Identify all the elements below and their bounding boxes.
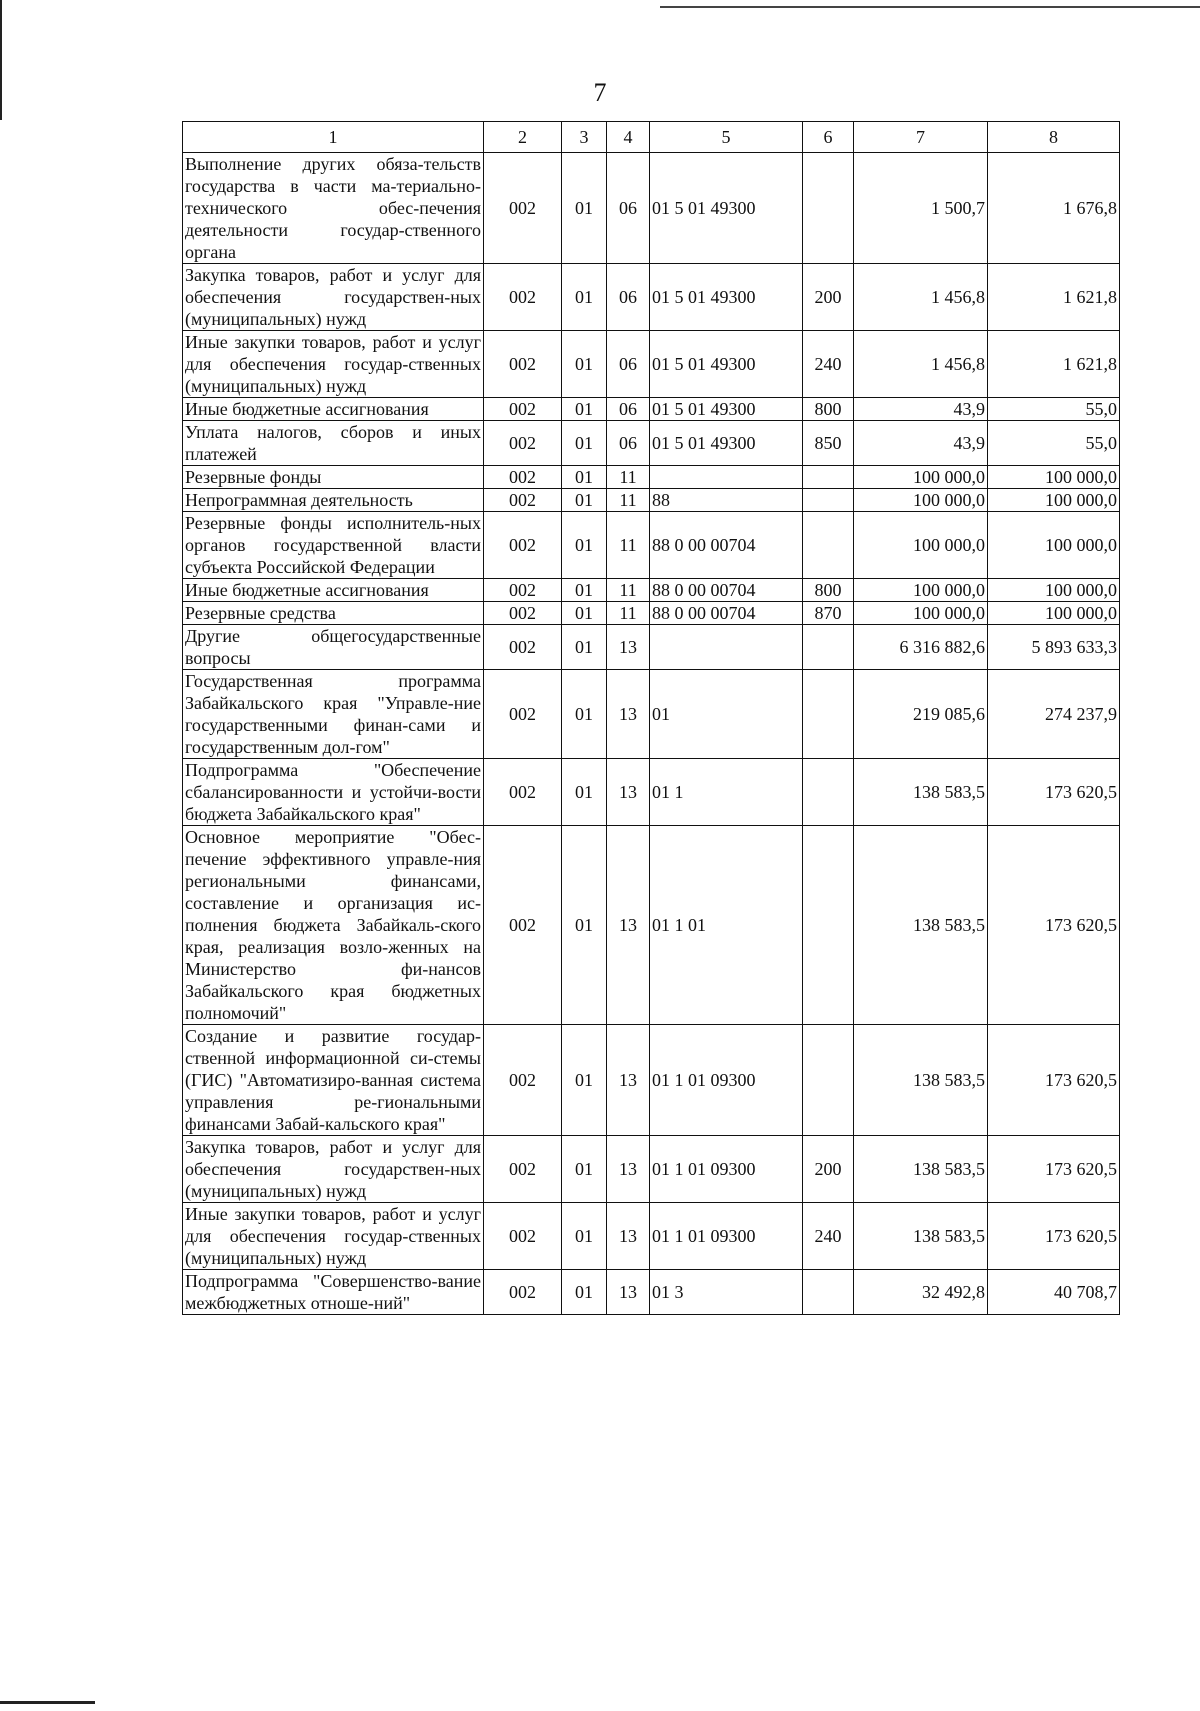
cell-amount-year-1: 138 583,5	[854, 1203, 988, 1270]
table-body	[183, 153, 1120, 1315]
cell-target-article: 88 0 00 00704	[650, 602, 803, 625]
cell-target-article: 01 1 01	[650, 826, 803, 1025]
cell-ministry-code: 002	[484, 602, 562, 625]
cell-section: 01	[562, 264, 607, 331]
row-name: Иные бюджетные ассигнования	[183, 579, 484, 602]
cell-amount-year-2: 100 000,0	[988, 489, 1120, 512]
cell-ministry-code: 002	[484, 153, 562, 264]
row-name: Резервные фонды	[183, 466, 484, 489]
table-row	[183, 759, 1120, 826]
cell-ministry-code: 002	[484, 331, 562, 398]
row-name: Закупка товаров, работ и услуг для обеспечения государствен-ных (муниципальных) нужд	[183, 264, 484, 331]
row-name: Государственная программа Забайкальского края "Управле-ние государственными финан-сами и государственным дол-гом"	[183, 670, 484, 759]
cell-subsection: 13	[607, 1270, 650, 1315]
cell-target-article: 88	[650, 489, 803, 512]
column-header: 1	[183, 122, 484, 153]
cell-section: 01	[562, 579, 607, 602]
table-row	[183, 398, 1120, 421]
cell-amount-year-2: 173 620,5	[988, 1025, 1120, 1136]
scan-edge-bottom	[0, 1701, 95, 1704]
row-name: Выполнение других обяза-тельств государства в части ма-териально-технического обес-печения деятельности государ-ственного органа	[183, 153, 484, 264]
cell-amount-year-1: 1 500,7	[854, 153, 988, 264]
cell-section: 01	[562, 398, 607, 421]
table-row	[183, 421, 1120, 466]
cell-subsection: 13	[607, 625, 650, 670]
cell-section: 01	[562, 602, 607, 625]
cell-target-article: 01 5 01 49300	[650, 398, 803, 421]
cell-target-article: 01 1 01 09300	[650, 1025, 803, 1136]
cell-expense-type: 800	[803, 579, 854, 602]
cell-expense-type: 870	[803, 602, 854, 625]
row-name: Резервные фонды исполнитель-ных органов государственной власти субъекта Российской Федерации	[183, 512, 484, 579]
cell-amount-year-1: 138 583,5	[854, 1136, 988, 1203]
cell-amount-year-1: 100 000,0	[854, 512, 988, 579]
cell-ministry-code: 002	[484, 489, 562, 512]
cell-subsection: 13	[607, 1136, 650, 1203]
table-row	[183, 826, 1120, 1025]
table-row	[183, 512, 1120, 579]
table-row	[183, 1203, 1120, 1270]
cell-section: 01	[562, 1025, 607, 1136]
column-header: 4	[607, 122, 650, 153]
row-name: Непрограммная деятельность	[183, 489, 484, 512]
cell-amount-year-1: 219 085,6	[854, 670, 988, 759]
row-name: Другие общегосударственные вопросы	[183, 625, 484, 670]
cell-ministry-code: 002	[484, 264, 562, 331]
table-row	[183, 602, 1120, 625]
table-row	[183, 1270, 1120, 1315]
cell-amount-year-1: 100 000,0	[854, 602, 988, 625]
table-row	[183, 625, 1120, 670]
cell-section: 01	[562, 759, 607, 826]
cell-subsection: 11	[607, 512, 650, 579]
cell-section: 01	[562, 670, 607, 759]
cell-target-article: 01 3	[650, 1270, 803, 1315]
row-name: Резервные средства	[183, 602, 484, 625]
cell-expense-type: 240	[803, 331, 854, 398]
cell-section: 01	[562, 466, 607, 489]
table-row	[183, 153, 1120, 264]
cell-subsection: 13	[607, 670, 650, 759]
cell-amount-year-2: 55,0	[988, 421, 1120, 466]
cell-section: 01	[562, 1270, 607, 1315]
cell-amount-year-1: 138 583,5	[854, 1025, 988, 1136]
cell-ministry-code: 002	[484, 625, 562, 670]
cell-expense-type	[803, 512, 854, 579]
row-name: Основное мероприятие "Обес-печение эффективного управле-ния региональными финансами, составление и организация ис-полнения бюджета Забайкаль-ского края, реализация возло-женных на Министерство фи-нансов Забайкальского края бюджетных полномочий"	[183, 826, 484, 1025]
row-name: Подпрограмма "Совершенство-вание межбюджетных отноше-ний"	[183, 1270, 484, 1315]
column-header: 6	[803, 122, 854, 153]
cell-amount-year-2: 100 000,0	[988, 579, 1120, 602]
table-row	[183, 670, 1120, 759]
cell-ministry-code: 002	[484, 1270, 562, 1315]
cell-subsection: 11	[607, 466, 650, 489]
cell-target-article: 01 5 01 49300	[650, 331, 803, 398]
cell-target-article: 01 5 01 49300	[650, 153, 803, 264]
column-header: 3	[562, 122, 607, 153]
row-name: Подпрограмма "Обеспечение сбалансированности и устойчи-вости бюджета Забайкальского края"	[183, 759, 484, 826]
row-name: Создание и развитие государ-ственной информационной си-стемы (ГИС) "Автоматизиро-ванная система управления ре-гиональными финансами Забай-кальского края"	[183, 1025, 484, 1136]
cell-ministry-code: 002	[484, 826, 562, 1025]
cell-subsection: 06	[607, 398, 650, 421]
cell-amount-year-2: 1 621,8	[988, 264, 1120, 331]
cell-amount-year-1: 43,9	[854, 421, 988, 466]
cell-ministry-code: 002	[484, 421, 562, 466]
cell-ministry-code: 002	[484, 398, 562, 421]
cell-ministry-code: 002	[484, 466, 562, 489]
cell-section: 01	[562, 421, 607, 466]
cell-expense-type	[803, 826, 854, 1025]
row-name: Иные закупки товаров, работ и услуг для обеспечения государ-ственных (муниципальных) нужд	[183, 331, 484, 398]
cell-expense-type: 800	[803, 398, 854, 421]
cell-amount-year-2: 1 621,8	[988, 331, 1120, 398]
table-header-row	[183, 122, 1120, 153]
cell-amount-year-2: 100 000,0	[988, 602, 1120, 625]
cell-target-article: 01	[650, 670, 803, 759]
table-row	[183, 579, 1120, 602]
cell-expense-type	[803, 625, 854, 670]
cell-subsection: 13	[607, 1025, 650, 1136]
cell-subsection: 13	[607, 826, 650, 1025]
cell-section: 01	[562, 512, 607, 579]
cell-amount-year-2: 173 620,5	[988, 759, 1120, 826]
cell-amount-year-2: 100 000,0	[988, 466, 1120, 489]
cell-expense-type	[803, 1270, 854, 1315]
cell-ministry-code: 002	[484, 512, 562, 579]
cell-expense-type	[803, 489, 854, 512]
cell-ministry-code: 002	[484, 1136, 562, 1203]
cell-subsection: 06	[607, 331, 650, 398]
cell-subsection: 11	[607, 489, 650, 512]
cell-expense-type	[803, 466, 854, 489]
cell-amount-year-2: 173 620,5	[988, 1203, 1120, 1270]
budget-table	[182, 121, 1120, 1315]
cell-subsection: 11	[607, 579, 650, 602]
cell-amount-year-1: 100 000,0	[854, 466, 988, 489]
row-name: Уплата налогов, сборов и иных платежей	[183, 421, 484, 466]
cell-subsection: 13	[607, 1203, 650, 1270]
cell-section: 01	[562, 1203, 607, 1270]
cell-amount-year-1: 1 456,8	[854, 331, 988, 398]
cell-section: 01	[562, 1136, 607, 1203]
cell-expense-type: 200	[803, 264, 854, 331]
cell-target-article: 01 1 01 09300	[650, 1136, 803, 1203]
row-name: Закупка товаров, работ и услуг для обеспечения государствен-ных (муниципальных) нужд	[183, 1136, 484, 1203]
cell-section: 01	[562, 153, 607, 264]
table-row	[183, 1025, 1120, 1136]
cell-amount-year-2: 173 620,5	[988, 1136, 1120, 1203]
table-row	[183, 331, 1120, 398]
cell-subsection: 13	[607, 759, 650, 826]
cell-amount-year-2: 173 620,5	[988, 826, 1120, 1025]
cell-amount-year-2: 274 237,9	[988, 670, 1120, 759]
cell-target-article	[650, 625, 803, 670]
cell-expense-type	[803, 670, 854, 759]
cell-ministry-code: 002	[484, 759, 562, 826]
cell-amount-year-1: 138 583,5	[854, 759, 988, 826]
page-number: 7	[593, 78, 607, 107]
table-row	[183, 466, 1120, 489]
cell-target-article: 01 5 01 49300	[650, 264, 803, 331]
cell-target-article: 01 1 01 09300	[650, 1203, 803, 1270]
cell-amount-year-1: 32 492,8	[854, 1270, 988, 1315]
table-row	[183, 489, 1120, 512]
cell-section: 01	[562, 489, 607, 512]
cell-section: 01	[562, 625, 607, 670]
cell-target-article: 88 0 00 00704	[650, 579, 803, 602]
cell-subsection: 06	[607, 421, 650, 466]
table-row	[183, 1136, 1120, 1203]
cell-ministry-code: 002	[484, 670, 562, 759]
cell-amount-year-2: 40 708,7	[988, 1270, 1120, 1315]
column-header: 8	[988, 122, 1120, 153]
cell-ministry-code: 002	[484, 1203, 562, 1270]
cell-amount-year-2: 100 000,0	[988, 512, 1120, 579]
cell-expense-type: 850	[803, 421, 854, 466]
cell-expense-type	[803, 759, 854, 826]
column-header: 2	[484, 122, 562, 153]
cell-ministry-code: 002	[484, 1025, 562, 1136]
cell-target-article: 88 0 00 00704	[650, 512, 803, 579]
cell-amount-year-1: 100 000,0	[854, 579, 988, 602]
column-header: 5	[650, 122, 803, 153]
cell-subsection: 06	[607, 153, 650, 264]
cell-target-article: 01 5 01 49300	[650, 421, 803, 466]
row-name: Иные закупки товаров, работ и услуг для обеспечения государ-ственных (муниципальных) нужд	[183, 1203, 484, 1270]
cell-amount-year-1: 6 316 882,6	[854, 625, 988, 670]
cell-amount-year-1: 100 000,0	[854, 489, 988, 512]
cell-target-article: 01 1	[650, 759, 803, 826]
cell-amount-year-1: 1 456,8	[854, 264, 988, 331]
row-name: Иные бюджетные ассигнования	[183, 398, 484, 421]
cell-target-article	[650, 466, 803, 489]
cell-expense-type: 200	[803, 1136, 854, 1203]
cell-expense-type: 240	[803, 1203, 854, 1270]
cell-amount-year-2: 5 893 633,3	[988, 625, 1120, 670]
cell-subsection: 06	[607, 264, 650, 331]
cell-amount-year-2: 1 676,8	[988, 153, 1120, 264]
cell-amount-year-1: 43,9	[854, 398, 988, 421]
cell-ministry-code: 002	[484, 579, 562, 602]
cell-expense-type	[803, 153, 854, 264]
cell-subsection: 11	[607, 602, 650, 625]
column-header: 7	[854, 122, 988, 153]
cell-expense-type	[803, 1025, 854, 1136]
cell-amount-year-2: 55,0	[988, 398, 1120, 421]
scan-edge-top	[660, 6, 1200, 8]
cell-section: 01	[562, 331, 607, 398]
cell-amount-year-1: 138 583,5	[854, 826, 988, 1025]
cell-section: 01	[562, 826, 607, 1025]
table-row	[183, 264, 1120, 331]
